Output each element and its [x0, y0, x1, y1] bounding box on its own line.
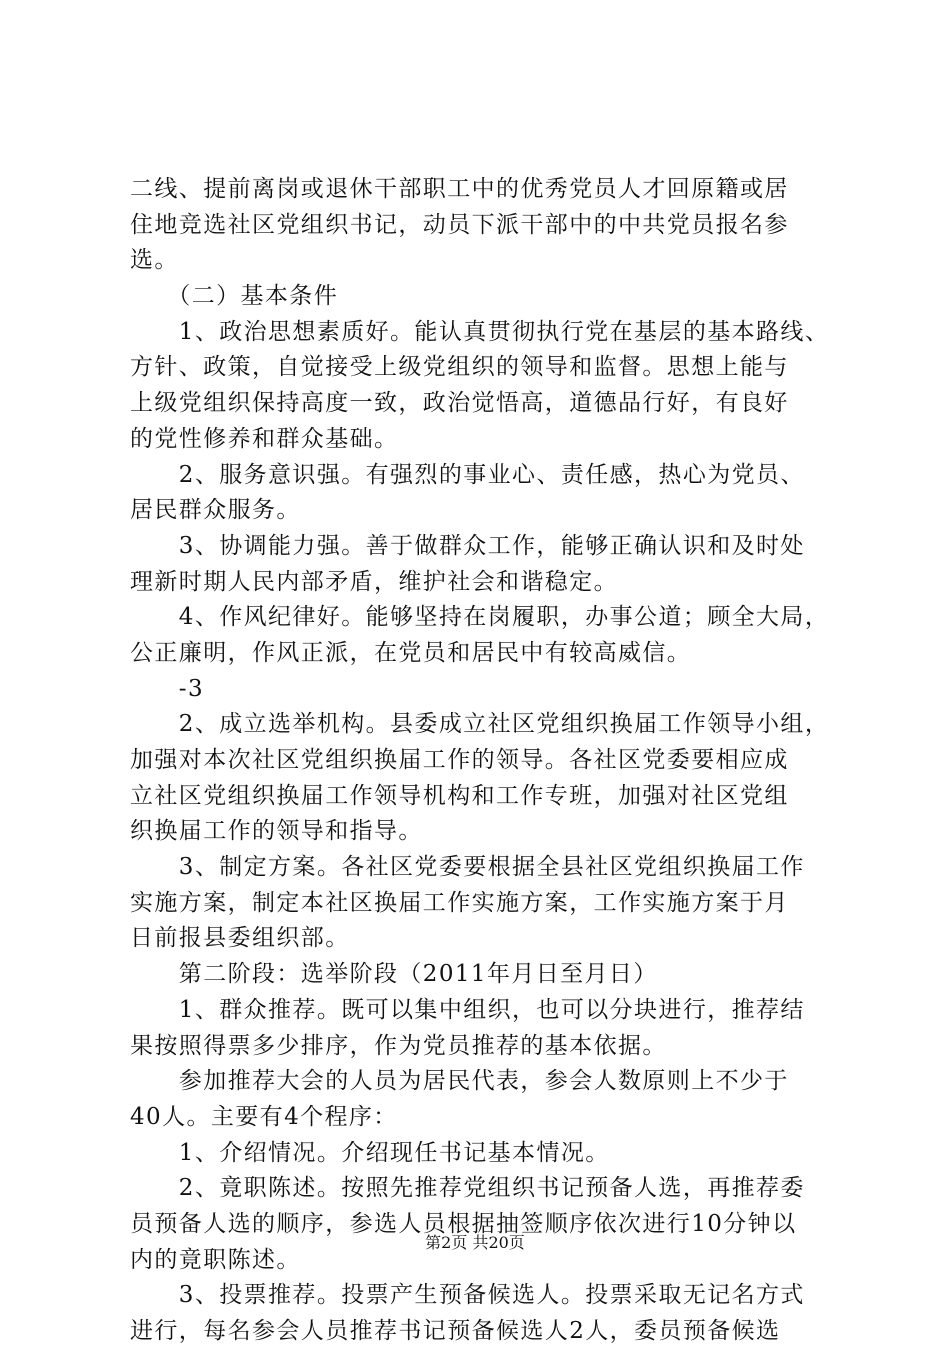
text-line: 1、政治思想素质好。能认真贯彻执行党在基层的基本路线、 [130, 318, 830, 345]
text-line: 日前报县委组织部。 [130, 925, 350, 952]
text-line: 公正廉明，作风正派，在党员和居民中有较高威信。 [130, 639, 692, 666]
text-line: 1、群众推荐。既可以集中组织，也可以分块进行，推荐结 [130, 996, 805, 1023]
text-line: 居民群众服务。 [130, 497, 301, 524]
text-line: 40人。主要有4个程序： [130, 1103, 398, 1130]
text-line: 实施方案，制定本社区换届工作实施方案，工作实施方案于月 [130, 889, 789, 916]
text-line: 员预备人选的顺序，参选人员根据抽签顺序依次进行10分钟以 [130, 1210, 797, 1237]
text-line: 2、成立选举机构。县委成立社区党组织换届工作领导小组， [130, 711, 830, 738]
text-line: 参加推荐大会的人员为居民代表，参会人数原则上不少于 [130, 1068, 789, 1095]
text-line: 3、协调能力强。善于做群众工作，能够正确认识和及时处 [130, 532, 805, 559]
text-line: 果按照得票多少排序，作为党员推荐的基本依据。 [130, 1032, 667, 1059]
text-line: 二线、提前离岗或退休干部职工中的优秀党员人才回原籍或居 [130, 176, 789, 202]
text-line: 的党性修养和群众基础。 [130, 425, 399, 452]
text-line: 进行，每名参会人员推荐书记预备候选人2人，委员预备候选 [130, 1318, 781, 1344]
text-line: 住地竞选社区党组织书记，动员下派干部中的中共党员报名参 [130, 211, 789, 238]
text-line: 选。 [130, 247, 179, 274]
text-line: 上级党组织保持高度一致，政治觉悟高，道德品行好，有良好 [130, 390, 789, 417]
text-line: 内的竟职陈述。 [130, 1246, 301, 1273]
text-line: -3 [130, 675, 205, 702]
text-line: 理新时期人民内部矛盾，维护社会和谐稳定。 [130, 568, 618, 595]
text-line: 3、制定方案。各社区党委要根据全县社区党组织换届工作 [130, 854, 805, 881]
text-line: 4、作风纪律好。能够坚持在岗履职，办事公道；顾全大局， [130, 604, 830, 631]
text-line: 织换届工作的领导和指导。 [130, 818, 423, 845]
stage-heading: 第二阶段：选举阶段（2011年月日至月日） [130, 961, 658, 988]
section-heading: （二）基本条件 [130, 283, 339, 310]
document-body [130, 172, 836, 1350]
text-line: 3、投票推荐。投票产生预备候选人。投票采取无记名方式 [130, 1282, 805, 1309]
text-line: 加强对本次社区党组织换届工作的领导。各社区党委要相应成 [130, 747, 789, 773]
page-number-footer: 第2页 共20页 [425, 1233, 525, 1252]
text-line: 方针、政策，自觉接受上级党组织的领导和监督。思想上能与 [130, 354, 789, 381]
text-line: 2、服务意识强。有强烈的事业心、责任感，热心为党员、 [130, 461, 805, 488]
text-line: 立社区党组织换届工作领导机构和工作专班，加强对社区党组 [130, 782, 789, 809]
text-line: 2、竟职陈述。按照先推荐党组织书记预备人选，再推荐委 [130, 1175, 805, 1202]
text-line: 1、介绍情况。介绍现任书记基本情况。 [130, 1139, 610, 1166]
